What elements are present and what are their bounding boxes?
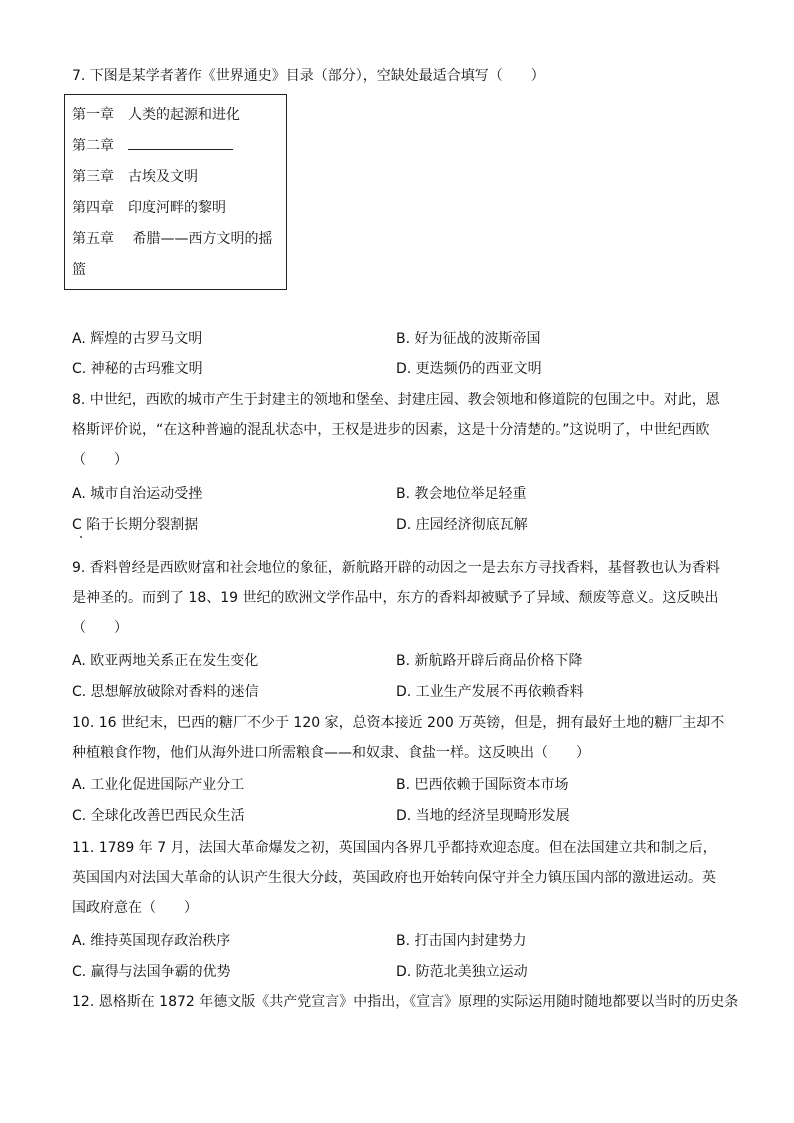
q11-option-a[interactable]: A. 维持英国现存政治秩序: [72, 933, 231, 949]
q10-option-c[interactable]: C. 全球化改善巴西民众生活: [72, 808, 245, 824]
toc-chapter-2-label: 第二章: [72, 138, 114, 154]
q11-option-c[interactable]: C. 赢得与法国争霸的优势: [72, 964, 231, 980]
toc-chapter-2: [72, 136, 233, 156]
q11-stem: 11. 1789 年 7 月，法国大革命爆发之初，英国国内各界几乎都持欢迎态度。但在法国建立共和制之后，英国国内对法国大革命的认识产生很大分歧，英国政府也开始转向保守并全力镇压国内部的激进运动。英国政府意在（ ）: [72, 840, 717, 916]
q9-option-b[interactable]: B. 新航路开辟后商品价格下降: [396, 653, 583, 669]
q9-option-a[interactable]: A. 欧亚两地关系正在发生变化: [72, 653, 259, 669]
q8-stem: 8. 中世纪，西欧的城市产生于封建主的领地和堡垒、封建庄园、教会领地和修道院的包围之中。对此，恩格斯评价说，“在这种普遍的混乱状态中，王权是进步的因素，这是十分清楚的。”这说明了，中世纪西欧（ ）: [72, 392, 720, 468]
q10-option-a[interactable]: A. 工业化促进国际产业分工: [72, 777, 245, 793]
q7-option-c[interactable]: C. 神秘的古玛雅文明: [72, 361, 203, 377]
q7-option-a[interactable]: A. 辉煌的古罗马文明: [72, 331, 203, 347]
q7-option-d[interactable]: D. 更迭频仍的西亚文明: [396, 361, 542, 377]
q10-option-d[interactable]: D. 当地的经济呈现畸形发展: [396, 808, 570, 824]
q9-option-c[interactable]: C. 思想解放破除对香料的迷信: [72, 684, 259, 700]
q8-option-b[interactable]: B. 教会地位举足轻重: [396, 486, 527, 502]
toc-chapter-5-cont: 篮: [72, 262, 86, 278]
toc-chapter-5: 第五章 希腊——西方文明的摇: [72, 231, 273, 247]
q8-option-a[interactable]: A. 城市自治运动受挫: [72, 486, 203, 502]
q7-toc-box: [64, 94, 287, 290]
toc-chapter-3: 第三章 古埃及文明: [72, 169, 198, 185]
toc-blank-line: [128, 136, 233, 150]
q7-option-b[interactable]: B. 好为征战的波斯帝国: [396, 331, 541, 347]
toc-chapter-1: 第一章 人类的起源和进化: [72, 107, 240, 123]
toc-chapter-4: 第四章 印度河畔的黎明: [72, 200, 226, 216]
q11-option-d[interactable]: D. 防范北美独立运动: [396, 964, 528, 980]
stray-dot: [80, 536, 82, 538]
q11-option-b[interactable]: B. 打击国内封建势力: [396, 933, 527, 949]
q10-option-b[interactable]: B. 巴西依赖于国际资本市场: [396, 777, 569, 793]
q9-stem: 9. 香料曾经是西欧财富和社会地位的象征，新航路开辟的动因之一是去东方寻找香料，基督教也认为香料是神圣的。而到了 18、19 世纪的欧洲文学作品中，东方的香料却被赋予了异域、颓废等意义。这反映出（ ）: [72, 560, 720, 636]
q7-stem: 7. 下图是某学者著作《世界通史》目录（部分），空缺处最适合填写（ ）: [72, 68, 545, 84]
q8-option-d[interactable]: D. 庄园经济彻底瓦解: [396, 517, 528, 533]
q10-stem: 10. 16 世纪末，巴西的糖厂不少于 120 家，总资本接近 200 万英镑，但是，拥有最好土地的糖厂主却不种植粮食作物，他们从海外进口所需粮食——和奴隶、食盐一样。这反映出（ ）: [72, 715, 725, 761]
q9-option-d[interactable]: D. 工业生产发展不再依赖香料: [396, 684, 584, 700]
q8-option-c[interactable]: C 陷于长期分裂割据: [72, 517, 199, 533]
q12-stem: 12. 恩格斯在 1872 年德文版《共产党宣言》中指出，《宣言》原理的实际运用随时随地都要以当时的历史条: [72, 994, 739, 1010]
